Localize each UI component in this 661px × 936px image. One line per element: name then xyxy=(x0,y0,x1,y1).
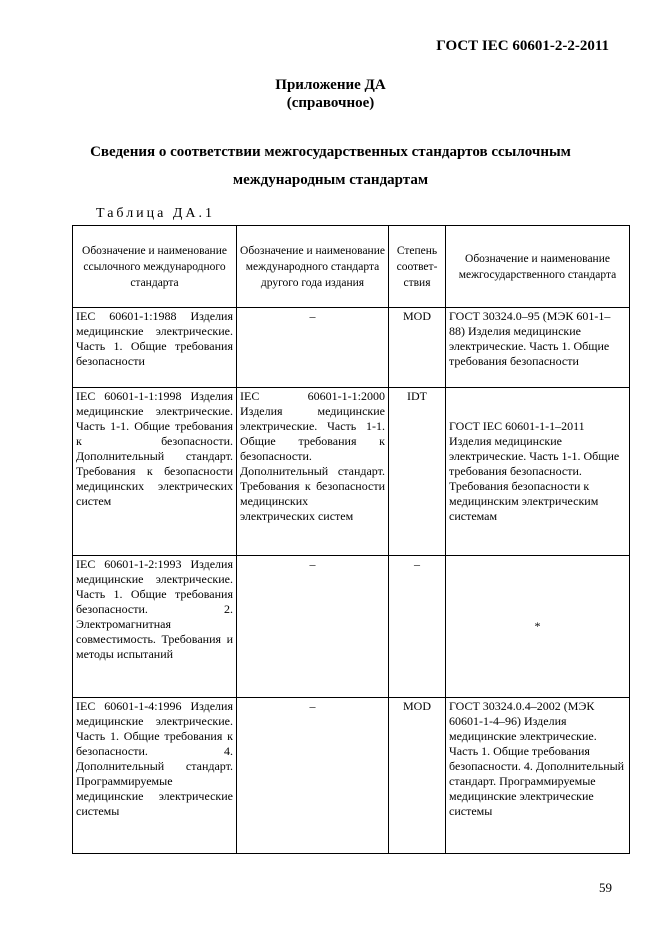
header-conformity-degree: Степень соответ-ствия xyxy=(389,226,446,308)
header-other-year-standard: Обозначение и наименование международного стандарта другого года издания xyxy=(237,226,389,308)
appendix-title: Приложение ДА xyxy=(275,77,386,93)
table-header-row xyxy=(73,226,630,308)
cell-reference-standard: IEC 60601-1-2:1993 Изделия медицинские электрические. Часть 1. Общие требования безопасности. 2. Электромагнитная совместимость. Требования и методы испытаний xyxy=(73,556,237,698)
cell-other-year-standard: IEC 60601-1-1:2000 Изделия медицинские электрические. Часть 1-1. Общие требования к безопасности. Дополнительный стандарт. Требования к безопасности медицинских электрических систем xyxy=(237,388,389,556)
section-title-line1: Сведения о соответствии межгосударственных стандартов ссылочным xyxy=(90,144,571,160)
cell-conformity-degree: – xyxy=(389,556,446,698)
header-reference-standard: Обозначение и наименование ссылочного международного стандарта xyxy=(73,226,237,308)
cell-other-year-standard: – xyxy=(237,308,389,388)
cell-interstate-standard: ГОСТ 30324.0.4–2002 (МЭК 60601-1-4–96) Изделия медицинские электрические. Часть 1. Общие требования безопасности. 4. Дополнительный стандарт. Программируемые медицинские электрические системы xyxy=(446,698,630,854)
table-row xyxy=(73,388,630,556)
appendix-subtitle: (справочное) xyxy=(286,95,375,111)
section-title xyxy=(0,138,661,194)
header-interstate-standard: Обозначение и наименование межгосударственного стандарта xyxy=(446,226,630,308)
section-title-line2: международным стандартам xyxy=(232,172,429,188)
cell-interstate-standard: ГОСТ 30324.0–95 (МЭК 601-1–88) Изделия медицинские электрические. Часть 1. Общие требования безопасности xyxy=(446,308,630,388)
table-row xyxy=(73,698,630,854)
cell-reference-standard: IEC 60601-1:1988 Изделия медицинские электрические. Часть 1. Общие требования безопасности xyxy=(73,308,237,388)
cell-interstate-standard: ГОСТ IEC 60601-1-1–2011 Изделия медицинские электрические. Часть 1-1. Общие требования безопасности. Требования безопасности к медицинским электрическим системам xyxy=(446,388,630,556)
cell-conformity-degree: MOD xyxy=(389,308,446,388)
cell-conformity-degree: MOD xyxy=(389,698,446,854)
cell-conformity-degree: IDT xyxy=(389,388,446,556)
table-caption: Таблица ДА.1 xyxy=(96,206,216,221)
cell-reference-standard: IEC 60601-1-4:1996 Изделия медицинские электрические. Часть 1. Общие требования к безопасности. 4. Дополнительный стандарт. Программируемые медицинские электрические системы xyxy=(73,698,237,854)
appendix-heading xyxy=(0,76,661,112)
table-row xyxy=(73,556,630,698)
table-row xyxy=(73,308,630,388)
cell-interstate-standard: * xyxy=(446,556,630,698)
correspondence-table xyxy=(72,225,630,854)
document-standard-code: ГОСТ IEC 60601-2-2-2011 xyxy=(436,38,609,54)
page-number: 59 xyxy=(599,880,612,895)
cell-other-year-standard: – xyxy=(237,698,389,854)
cell-reference-standard: IEC 60601-1-1:1998 Изделия медицинские электрические. Часть 1-1. Общие требования к безопасности. Дополнительный стандарт. Требования к безопасности медицинских электрических систем xyxy=(73,388,237,556)
cell-other-year-standard: – xyxy=(237,556,389,698)
